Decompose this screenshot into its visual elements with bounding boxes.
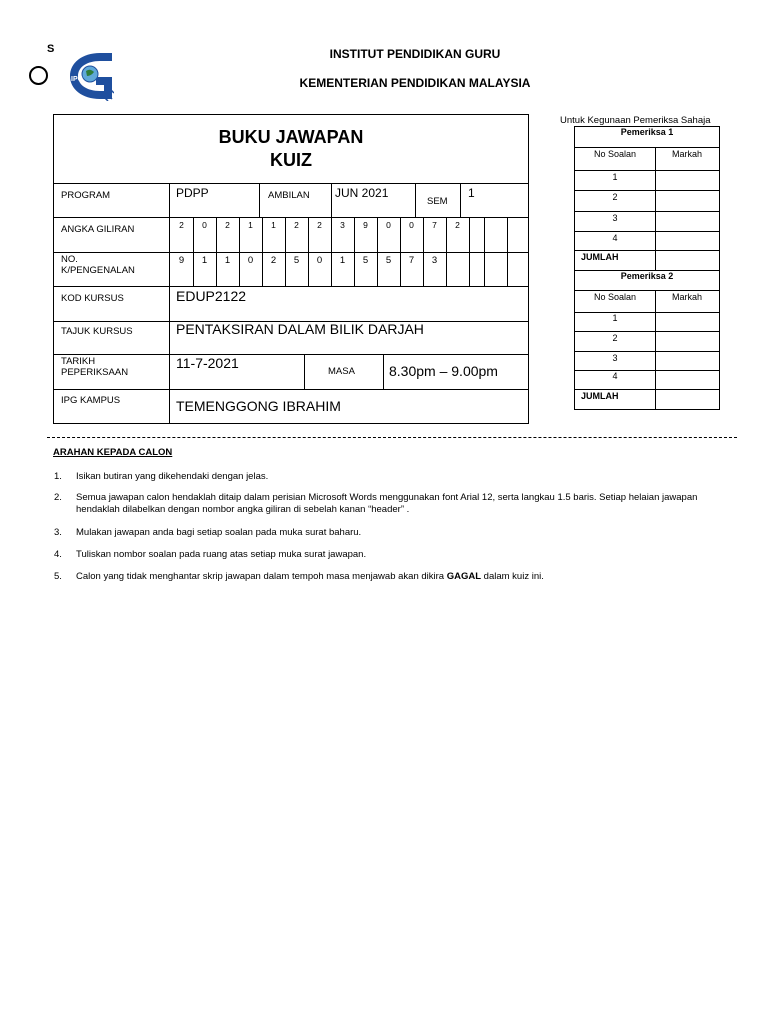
- examiner-2-row-number: 4: [612, 371, 618, 381]
- no-kp-digit: 5: [293, 255, 300, 266]
- angka-giliran-digit: 0: [386, 220, 391, 230]
- examiner-2-row-number: 1: [612, 313, 618, 323]
- masa-label: MASA: [328, 366, 355, 377]
- angka-giliran-digit: 1: [248, 220, 253, 230]
- examiner-1-col-marks: Markah: [671, 149, 702, 159]
- angka-giliran-digit: 0: [409, 220, 414, 230]
- examiner-1-title: Pemeriksa 1: [620, 127, 674, 137]
- cell-divider: [331, 183, 332, 217]
- sem-value: 1: [468, 186, 475, 200]
- examiner-2-col-question: No Soalan: [593, 292, 637, 302]
- no-kp-digit: 3: [431, 255, 438, 266]
- no-kp-digit: 9: [178, 255, 185, 266]
- sem-label: SEM: [427, 196, 448, 207]
- examiner-1-row-number: 1: [612, 172, 618, 182]
- ipg-kampus-value: TEMENGGONG IBRAHIM: [176, 398, 341, 414]
- examiner-1-col-question: No Soalan: [593, 149, 637, 159]
- corner-mark-letter: S: [47, 43, 55, 55]
- no-kp-label-line2: K/PENGENALAN: [61, 265, 135, 276]
- no-kp-digit: 5: [362, 255, 369, 266]
- no-kp-digit: 1: [201, 255, 208, 266]
- row-divider: [54, 354, 528, 355]
- no-kp-digit: 1: [224, 255, 231, 266]
- institution-name: INSTITUT PENDIDIKAN GURU: [329, 47, 501, 61]
- ambilan-value: JUN 2021: [335, 186, 389, 200]
- angka-giliran-label: ANGKA GILIRAN: [61, 224, 135, 235]
- angka-giliran-digit: 1: [271, 220, 276, 230]
- examiner-2-total-label: JUMLAH: [581, 391, 619, 401]
- cell-divider: [415, 183, 416, 217]
- row-divider: [54, 389, 528, 390]
- tajuk-kursus-value: PENTAKSIRAN DALAM BILIK DARJAH: [176, 321, 424, 337]
- examiner-table: [574, 126, 720, 410]
- instruction-number: 1.: [54, 471, 62, 482]
- instruction-number: 2.: [54, 492, 62, 503]
- angka-giliran-digit: 2: [179, 220, 184, 230]
- form-title-line2: KUIZ: [270, 150, 312, 170]
- examiner-2-col-marks: Markah: [671, 292, 702, 302]
- angka-giliran-digit: 2: [317, 220, 322, 230]
- cell-divider: [259, 183, 260, 217]
- instruction-text-part: dalam kuiz ini.: [481, 571, 544, 582]
- examiner-1-row-number: 2: [612, 192, 618, 202]
- examiner-2-title: Pemeriksa 2: [620, 271, 674, 281]
- angka-giliran-digit: 7: [432, 220, 437, 230]
- instruction-text-part: Calon yang tidak menghantar skrip jawapan dalam tempoh masa menjawab akan dikira: [76, 571, 447, 582]
- instructions-title: ARAHAN KEPADA CALON: [53, 447, 173, 458]
- instruction-number: 3.: [54, 527, 62, 538]
- no-kp-digit: 7: [408, 255, 415, 266]
- row-divider: [54, 183, 528, 184]
- examiner-caption: Untuk Kegunaan Pemeriksa Sahaja: [560, 115, 711, 126]
- form-title-line1: BUKU JAWAPAN: [218, 127, 364, 147]
- instruction-text: Semua jawapan calon hendaklah ditaip dalam perisian Microsoft Words menggunakan font Arial 12, serta langkau 1.5 baris. Setiap helaian jawapan hendaklah dilabelkan dengan nombor angka giliran di sebelah kanan “header” .: [76, 492, 698, 515]
- program-label: PROGRAM: [61, 190, 111, 201]
- row-divider: [54, 217, 528, 218]
- no-kp-digit: 5: [385, 255, 392, 266]
- instruction-number: 4.: [54, 549, 62, 560]
- tarikh-label-line1: TARIKH: [61, 356, 96, 367]
- examiner-1-total-label: JUMLAH: [581, 252, 619, 262]
- examiner-2-row-number: 2: [612, 333, 618, 343]
- instruction-text: Mulakan jawapan anda bagi setiap soalan pada muka surat baharu.: [76, 527, 362, 538]
- no-kp-label-line1: NO.: [61, 254, 78, 265]
- program-value: PDPP: [176, 186, 209, 200]
- dashed-separator: [47, 437, 737, 438]
- instruction-text: Tuliskan nombor soalan pada ruang atas setiap muka surat jawapan.: [76, 549, 367, 560]
- fail-emphasis: GAGAL: [446, 571, 482, 582]
- instruction-number: 5.: [54, 571, 62, 582]
- tajuk-kursus-label: TAJUK KURSUS: [61, 326, 133, 337]
- cell-divider: [304, 354, 305, 389]
- ministry-name: KEMENTERIAN PENDIDIKAN MALAYSIA: [299, 76, 531, 90]
- angka-giliran-digit: 3: [340, 220, 345, 230]
- instruction-text: [76, 571, 736, 583]
- masa-value: 8.30pm – 9.00pm: [389, 363, 498, 379]
- cell-divider: [460, 183, 461, 217]
- no-kp-digit: 1: [339, 255, 346, 266]
- examiner-1-row-number: 4: [612, 233, 618, 243]
- angka-giliran-digit: 2: [455, 220, 460, 230]
- answer-book-form: [53, 114, 529, 424]
- kod-kursus-label: KOD KURSUS: [61, 293, 124, 304]
- no-kp-digit: 0: [316, 255, 323, 266]
- corner-circle-mark: [29, 66, 48, 85]
- no-kp-digit: 0: [247, 255, 254, 266]
- tarikh-value: 11-7-2021: [176, 355, 239, 371]
- kod-kursus-value: EDUP2122: [176, 288, 247, 304]
- instruction-text: Isikan butiran yang dikehendaki dengan jelas.: [76, 471, 269, 482]
- row-divider: [54, 252, 528, 253]
- angka-giliran-digit: 0: [202, 220, 207, 230]
- examiner-1-row-number: 3: [612, 213, 618, 223]
- angka-giliran-digit: 2: [225, 220, 230, 230]
- angka-giliran-digit: 9: [363, 220, 368, 230]
- ambilan-label: AMBILAN: [268, 190, 310, 201]
- cell-divider: [383, 354, 384, 389]
- logo-text: IPG: [71, 76, 84, 83]
- angka-giliran-digit: 2: [294, 220, 299, 230]
- ipg-kampus-label: IPG KAMPUS: [61, 395, 121, 406]
- no-kp-digit: 2: [270, 255, 277, 266]
- examiner-2-row-number: 3: [612, 353, 618, 363]
- ipg-logo-icon: [66, 49, 114, 101]
- tarikh-label-line2: PEPERIKSAAN: [61, 367, 129, 378]
- row-divider: [54, 286, 528, 287]
